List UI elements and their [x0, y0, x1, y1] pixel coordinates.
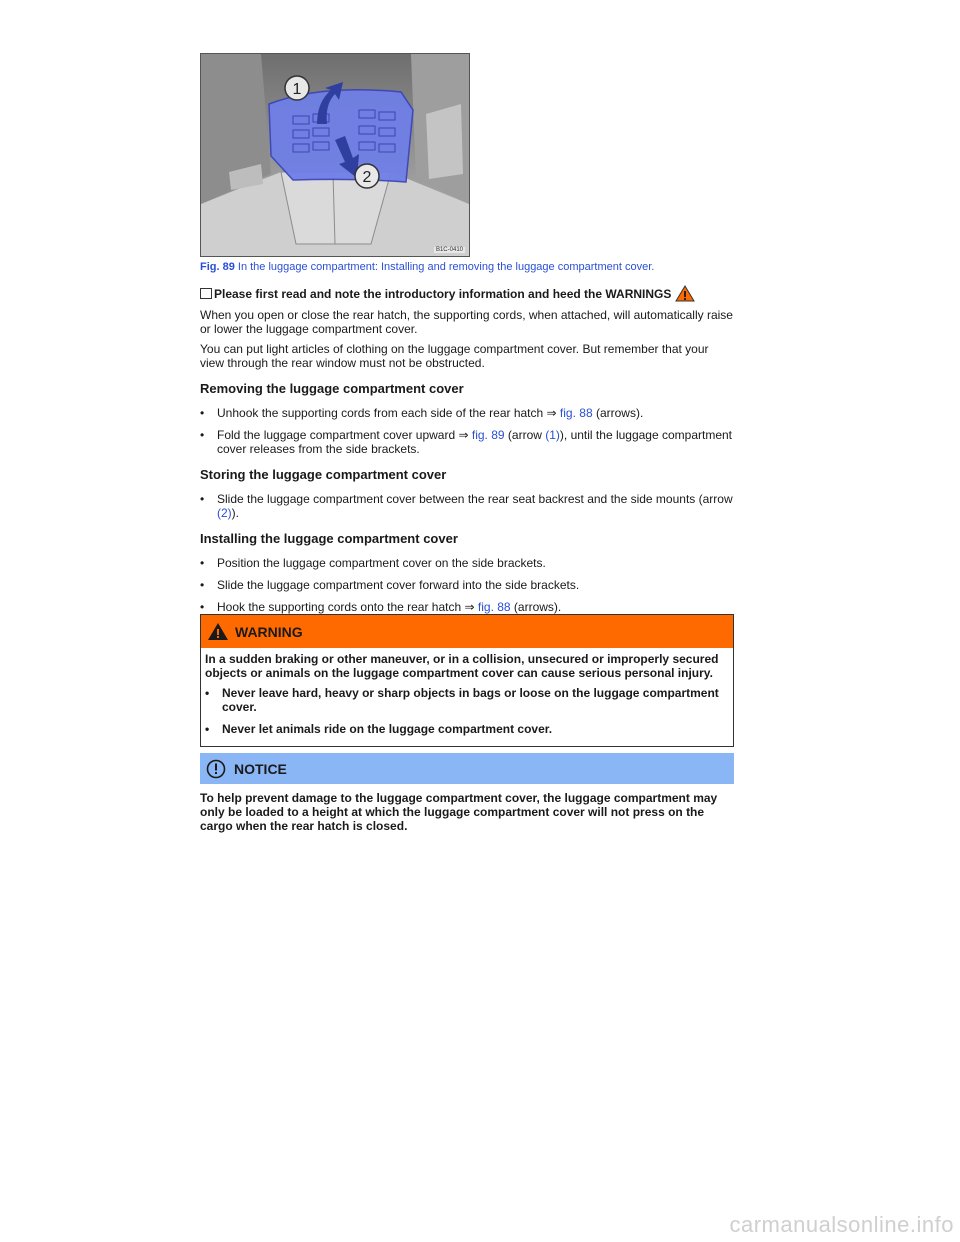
heading-storing: Storing the luggage compartment cover	[200, 467, 447, 482]
list-item	[205, 722, 729, 736]
figure-caption	[200, 261, 654, 273]
watermark: carmanualsonline.info	[729, 1212, 954, 1237]
list-item	[200, 578, 734, 592]
text-part: Unhook the supporting cords from each side of the rear hatch ⇒	[217, 406, 557, 420]
warning-box	[200, 614, 734, 747]
warning-triangle-icon	[675, 285, 695, 302]
bullet-icon: •	[200, 492, 205, 506]
list-item-text	[217, 600, 561, 614]
text-part: Slide the luggage compartment cover between the rear seat backrest and the side mounts (arrow	[217, 492, 733, 506]
bullet-icon: •	[205, 686, 210, 700]
warning-title: WARNING	[235, 623, 303, 640]
caption-label: Fig. 89	[200, 261, 235, 273]
text-part: Hook the supporting cords onto the rear hatch ⇒	[217, 600, 475, 614]
paragraph-1: When you open or close the rear hatch, the supporting cords, when attached, will automatically raise or lower the luggage compartment cover.	[200, 308, 733, 336]
text-part: Fold the luggage compartment cover upward ⇒	[217, 428, 469, 442]
link-fig-89[interactable]: fig. 89	[471, 428, 505, 442]
list-item	[200, 600, 734, 614]
link-arrow-2[interactable]: (2)	[217, 506, 232, 520]
figure-code: B1C-0410	[435, 247, 463, 253]
link-arrow-1[interactable]: (1)	[545, 428, 560, 442]
list-item-text: Never leave hard, heavy or sharp objects in bags or loose on the luggage compartment cover.	[222, 686, 719, 714]
exclamation-circle-icon	[206, 759, 226, 779]
main-content	[200, 285, 734, 622]
notice-title: NOTICE	[234, 760, 287, 777]
list-item-text: Position the luggage compartment cover on the side brackets.	[217, 556, 546, 570]
intro-line	[200, 285, 734, 302]
bullet-icon: •	[200, 578, 205, 592]
text-part: (arrows).	[510, 600, 562, 614]
bullet-icon: •	[200, 556, 205, 570]
text-part: ).	[231, 506, 240, 520]
link-fig-88[interactable]: fig. 88	[559, 406, 593, 420]
text-part: (arrows).	[592, 406, 644, 420]
notice-text: To help prevent damage to the luggage compartment cover, the luggage compartment may only be loaded to a height at which the luggage compartment cover will not press on the cargo when the rear hatch is closed.	[200, 791, 718, 833]
checkbox-icon	[200, 288, 212, 299]
list-item	[200, 492, 734, 520]
bullet-icon: •	[200, 406, 205, 420]
list-item	[205, 686, 729, 714]
list-item	[200, 556, 734, 570]
heading-removing: Removing the luggage compartment cover	[200, 381, 464, 396]
text-part: (arrow	[504, 428, 546, 442]
list-item	[200, 428, 734, 456]
list-item-text: Never let animals ride on the luggage compartment cover.	[222, 722, 553, 736]
callout-1: 1	[292, 81, 302, 98]
link-fig-88[interactable]: fig. 88	[477, 600, 511, 614]
callout-2: 2	[362, 169, 372, 186]
bullet-icon: •	[205, 722, 210, 736]
warning-header	[201, 615, 733, 648]
list-item	[200, 406, 734, 420]
text-part: ), until the luggage compartment cover releases from the side brackets.	[217, 428, 733, 456]
list-item-text	[217, 406, 643, 420]
list-item-text: Slide the luggage compartment cover forward into the side brackets.	[217, 578, 580, 592]
caption-text: In the luggage compartment: Installing and removing the luggage compartment cover.	[234, 261, 655, 273]
figure-luggage-cover	[200, 53, 470, 257]
warning-triangle-icon	[207, 622, 229, 641]
bullet-icon: •	[200, 600, 205, 614]
luggage-compartment-illustration	[201, 54, 469, 256]
intro-text: Please first read and note the introductory information and heed the WARNINGS	[214, 286, 672, 301]
bullet-icon: •	[200, 428, 205, 442]
paragraph-2: You can put light articles of clothing on the luggage compartment cover. But remember that your view through the rear window must not be obstructed.	[200, 342, 709, 370]
notice-header	[200, 753, 734, 784]
heading-installing: Installing the luggage compartment cover	[200, 531, 458, 546]
warning-text: In a sudden braking or other maneuver, or in a collision, unsecured or improperly secured objects or animals on the luggage compartment cover can cause serious personal injury.	[205, 652, 719, 680]
warning-body	[201, 648, 733, 746]
